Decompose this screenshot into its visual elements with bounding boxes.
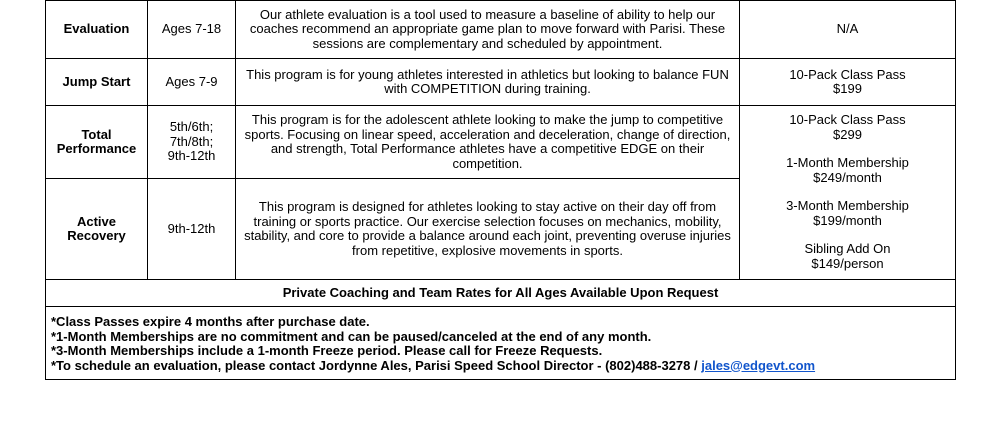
program-name: Jump Start <box>46 59 148 106</box>
shared-pricing <box>740 106 956 280</box>
table-row-total-performance <box>46 106 956 179</box>
program-name: Total Performance <box>46 106 148 179</box>
pricing-item <box>746 113 949 142</box>
ages-line: 7th/8th; <box>169 133 214 149</box>
table-row-private-coaching <box>46 280 956 307</box>
pricing-line: 1-Month Membership <box>786 155 909 170</box>
pricing-line: 3-Month Membership <box>786 198 909 213</box>
program-description: Our athlete evaluation is a tool used to measure a baseline of ability to help our coaches recommend an appropriate game plan to move forward with Parisi. These sessions are complementary and scheduled by appointment. <box>236 1 740 59</box>
pricing-line: $299 <box>833 126 862 142</box>
programs-table <box>45 0 956 380</box>
table-row-notes <box>46 307 956 380</box>
pricing-item <box>746 156 949 185</box>
ages-line: 5th/6th; <box>169 119 214 135</box>
program-pricing: N/A <box>740 1 956 59</box>
pricing-line: $199 <box>833 81 862 96</box>
program-description: This program is for the adolescent athlete looking to make the jump to competitive sports. Focusing on linear speed, acceleration and deceleration, change of direction, and strength, Total Performance athletes have a competitive EDGE on their competition. <box>236 106 740 179</box>
table-row-evaluation <box>46 1 956 59</box>
table-row-jump-start <box>46 59 956 106</box>
program-name: Evaluation <box>46 1 148 59</box>
program-description: This program is designed for athletes looking to stay active on their day off from training or sports practice. Our exercise selection focuses on mechanics, mobility, stability, and core to provide a balance around each joint, preventing overuse injuries from repetitive, explosive movements in sports. <box>236 179 740 280</box>
email-link[interactable]: jales@edgevt.com <box>701 357 816 373</box>
contact-text: *To schedule an evaluation, please contact Jordynne Ales, Parisi Speed School Director - (802)488-3278 / <box>51 357 702 373</box>
contact-note <box>51 359 950 374</box>
pricing-item <box>746 242 949 271</box>
note-line: *3-Month Memberships include a 1-month Freeze period. Please call for Freeze Requests. <box>51 343 603 358</box>
note-line: *1-Month Memberships are no commitment and can be paused/canceled at the end of any month. <box>51 328 652 344</box>
program-ages: 9th-12th <box>148 179 236 280</box>
pricing-line: $199/month <box>813 212 882 228</box>
program-ages: Ages 7-9 <box>148 59 236 106</box>
notes-section <box>46 307 956 380</box>
pricing-line: $149/person <box>811 255 884 271</box>
note-line: *Class Passes expire 4 months after purchase date. <box>51 314 370 329</box>
private-coaching-note: Private Coaching and Team Rates for All Ages Available Upon Request <box>46 280 956 307</box>
ages-line: 9th-12th <box>167 148 216 164</box>
program-description: This program is for young athletes interested in athletics but looking to balance FUN with COMPETITION during training. <box>236 59 740 106</box>
pricing-item <box>746 199 949 228</box>
pricing-line: 10-Pack Class Pass <box>789 112 906 127</box>
pricing-line: 10-Pack Class Pass <box>789 66 906 82</box>
program-ages <box>148 106 236 179</box>
pricing-line: $249/month <box>813 169 882 185</box>
pricing-line: Sibling Add On <box>804 241 891 256</box>
program-ages: Ages 7-18 <box>148 1 236 59</box>
program-name: Active Recovery <box>46 179 148 280</box>
program-pricing <box>740 59 956 106</box>
